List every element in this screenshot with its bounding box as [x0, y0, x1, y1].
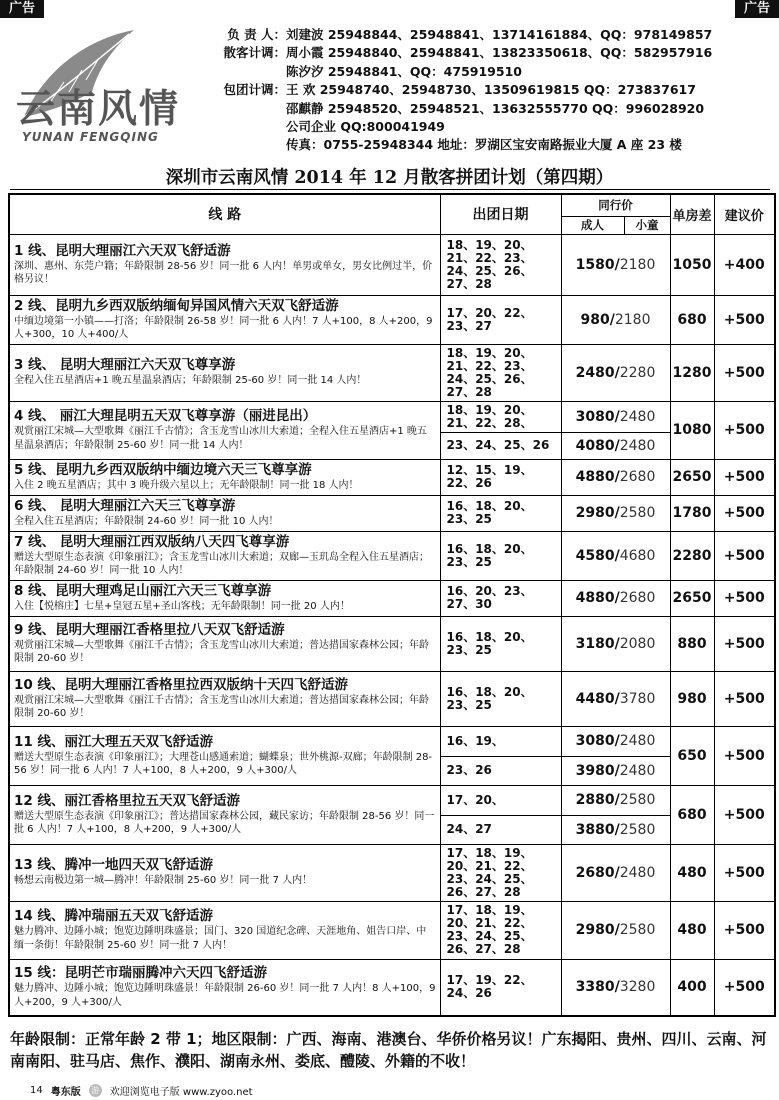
adult-price: 2880	[575, 792, 615, 808]
suggested-price: +500	[714, 295, 775, 344]
route-dates: 18、19、20、21、22、23、24、25、26、27、28	[440, 234, 561, 295]
route-price: 3180/2080	[561, 616, 670, 671]
adult-price: 4080	[575, 437, 615, 454]
company-qq: 公司企业 QQ:800041949	[286, 119, 445, 135]
child-price: 2480	[619, 733, 656, 749]
adult-price: 2980	[575, 922, 615, 938]
child-price: 2280	[619, 364, 656, 381]
contact-label: 负 责 人：	[227, 27, 286, 42]
header-dates: 出团日期	[440, 194, 561, 234]
route-row	[9, 671, 775, 726]
route-name: 12 线、丽江香格里拉五天双飞舒适游	[14, 792, 240, 809]
adult-price: 4580	[575, 547, 615, 564]
contact-group-2	[214, 100, 774, 118]
adult-price: 3080	[575, 733, 615, 749]
route-dates: 17、18、19、20、21、22、23、24、25、26、27、28	[440, 844, 561, 901]
route-cell	[9, 901, 440, 959]
route-row	[9, 726, 775, 756]
header-suggest: 建议价	[714, 194, 775, 234]
single-room-diff: 2650	[670, 580, 714, 616]
adult-price: 3180	[575, 635, 615, 652]
route-name: 14 线、腾冲瑞丽五天双飞舒适游	[14, 908, 213, 924]
adult-price: 2680	[575, 864, 615, 881]
contact-value: 王 欢 25948740、25948730、13509619815 QQ：273837617	[286, 82, 696, 98]
single-room-diff: 1280	[670, 344, 714, 401]
child-price: 3780	[619, 690, 656, 707]
route-price: 4080/2480	[561, 432, 670, 459]
page-number: 14	[30, 1084, 43, 1096]
route-desc: 观赏丽江宋城—大型歌舞《丽江千古情》；含玉龙雪山冰川大索道；全程入住五星酒店+1 晚五星温泉酒店；年龄限制 25-60 岁！同一批 14 人内！	[14, 426, 427, 451]
route-cell	[9, 459, 440, 495]
adult-price: 4880	[575, 469, 615, 485]
route-desc: 全程入住五星酒店+1 晚五星温泉酒店；年龄限制 25-60 岁！同一批 14 人内！	[14, 375, 367, 387]
suggested-price: +500	[714, 901, 775, 959]
single-room-diff: 1050	[670, 234, 714, 295]
route-cell	[9, 959, 440, 1016]
suggested-price: +500	[714, 616, 775, 671]
route-cell	[9, 234, 440, 295]
contact-manager	[214, 26, 774, 44]
route-price: 2680/2480	[561, 844, 670, 901]
header-peer-price: 同行价	[561, 194, 670, 216]
route-desc: 赠送大型原生态表演《印象丽江》；大理苍山感通索道；蝴蝶泉；世外桃源-双廊；年龄限制 28-56 岁！同一批 6 人内！7 人+100，8 人+200，9 人+300/人	[14, 751, 433, 776]
suggested-price: +400	[714, 234, 775, 295]
route-name: 7 线、 昆明大理丽江西双版纳八天四飞尊享游	[14, 533, 290, 550]
route-name: 6 线、 昆明大理丽江六天三飞尊享游	[14, 497, 236, 514]
route-dates: 18、19、20、21、22、28、	[440, 401, 561, 432]
route-cell	[9, 844, 440, 901]
route-desc: 畅想云南极边第一城—腾冲！年龄限制 25-60 岁！同一批 7 人内！	[14, 875, 313, 887]
child-price: 2480	[619, 762, 656, 779]
route-cell	[9, 616, 440, 671]
contact-retail	[214, 44, 774, 62]
child-price: 2580	[619, 922, 656, 938]
route-desc: 全程入住五星酒店；年龄限制 24-60 岁！同一批 10 人内！	[14, 515, 279, 527]
ad-tag-left: 广告	[0, 0, 44, 18]
ad-tag-right: 广告	[735, 0, 779, 18]
route-row	[9, 844, 775, 901]
route-desc: 魅力腾冲、边陲小城；饱览边陲明珠盛景；国门、320 国道纪念碑、天涯地角、姐告口岸、中缅一条街！年龄限制 25-60 岁！同一批 7 人内！	[14, 926, 427, 951]
single-room-diff: 1780	[670, 495, 714, 531]
child-price: 2680	[619, 469, 656, 485]
route-dates: 17、18、19、20、21、22、23、24、25、26、27、28	[440, 901, 561, 959]
child-price: 2680	[619, 590, 656, 606]
route-price: 4880/2680	[561, 580, 670, 616]
route-cell	[9, 495, 440, 531]
route-desc: 深圳、惠州、东莞户籍；年龄限制 28-56 岁！同一批 6 人内！单男或单女，男女比例过半，价格另议！	[14, 260, 433, 285]
badge-icon: 游	[89, 1084, 102, 1097]
route-price: 3080/2480	[561, 726, 670, 756]
suggested-price: +500	[714, 726, 775, 785]
route-row	[9, 785, 775, 815]
route-row	[9, 495, 775, 531]
route-row	[9, 901, 775, 959]
route-desc: 观赏丽江宋城—大型歌舞《丽江千古情》；含玉龙雪山冰川大索道；普达措国家森林公园；年龄限制 20-60 岁！	[14, 694, 429, 719]
route-row	[9, 344, 775, 401]
child-price: 2480	[619, 408, 656, 425]
route-dates: 23、26	[440, 756, 561, 785]
adult-price: 980	[580, 311, 610, 328]
header-adult: 成人	[561, 216, 624, 234]
suggested-price: +500	[714, 959, 775, 1016]
suggested-price: +500	[714, 401, 775, 459]
child-price: 3280	[619, 979, 656, 996]
route-price: 3380/3280	[561, 959, 670, 1016]
single-room-diff: 480	[670, 901, 714, 959]
footer-restrictions: 年龄限制：正常年龄 2 带 1；地区限制：广西、海南、港澳台、华侨价格另议！广东揭阳、贵州、四川、云南、河南南阳、驻马店、焦作、濮阳、湖南永州、娄底、醴陵、外籍的不收！	[10, 1030, 767, 1070]
route-name: 11 线、丽江大理五天双飞舒适游	[14, 733, 213, 750]
page-title: 深圳市云南风情 2014 年 12 月散客拼团计划（第四期）	[165, 168, 614, 188]
contact-block	[214, 26, 774, 155]
route-row	[9, 295, 775, 344]
route-desc: 入住 2 晚五星酒店；其中 3 晚升级六星以上；无年龄限制！同一批 18 人内！	[14, 479, 359, 491]
child-price: 2580	[619, 505, 656, 521]
route-row	[9, 580, 775, 616]
suggested-price: +500	[714, 785, 775, 844]
route-desc: 赠送大型原生态表演《印象丽江》；普达措国家森林公园，藏民家访；年龄限制 28-56 岁！同一批 6 人内！7 人+100，8 人+200，9 人+300/人	[14, 810, 435, 835]
adult-price: 3080	[575, 408, 615, 425]
route-cell	[9, 401, 440, 459]
route-price: 2980/2580	[561, 901, 670, 959]
route-cell	[9, 295, 440, 344]
tour-plan-table	[8, 193, 776, 1017]
route-price: 3880/2580	[561, 815, 670, 844]
child-price: 2080	[619, 635, 656, 652]
logo-text: 云南风情	[16, 86, 181, 132]
child-price: 4680	[619, 547, 656, 564]
header-route: 线 路	[9, 194, 440, 234]
adult-price: 2980	[575, 505, 615, 521]
suggested-price: +500	[714, 580, 775, 616]
route-price: 4580/4680	[561, 531, 670, 580]
contact-value: 周小霞 25948840、25948841、13823350618、QQ：582957916	[286, 45, 713, 61]
single-room-diff: 480	[670, 844, 714, 901]
route-name: 13 线、腾冲一地四天双飞舒适游	[14, 857, 213, 874]
fax-address: 传真：0755-25948344 地址：罗湖区宝安南路振业大厦 A 座 23 楼	[286, 137, 682, 153]
suggested-price: +500	[714, 344, 775, 401]
route-dates: 16、19、	[440, 726, 561, 756]
route-price: 2480/2280	[561, 344, 670, 401]
single-room-diff: 880	[670, 616, 714, 671]
child-price: 2180	[614, 311, 651, 328]
adult-price: 3880	[575, 821, 615, 838]
route-price: 3980/2480	[561, 756, 670, 785]
route-dates: 23、24、25、26	[440, 432, 561, 459]
contact-value: 邵麒静 25948520、25948521、13632555770 QQ：996028920	[286, 100, 705, 116]
route-name: 8 线、昆明大理鸡足山丽江六天三飞尊享游	[14, 582, 272, 599]
single-room-diff: 680	[670, 295, 714, 344]
route-cell	[9, 671, 440, 726]
route-name: 2 线、昆明九乡西双版纳缅甸异国风情六天双飞舒适游	[14, 297, 339, 314]
route-dates: 16、18、20、23、25	[440, 616, 561, 671]
route-row	[9, 959, 775, 1016]
route-dates: 18、19、20、21、22、23、24、25、26、27、28	[440, 344, 561, 401]
single-room-diff: 1080	[670, 401, 714, 459]
child-price: 2580	[619, 821, 656, 838]
route-desc: 入住【悦榕庄】七星+皇冠五星+圣山客栈；无年龄限制！同一批 20 人内！	[14, 600, 350, 612]
route-price: 2980/2580	[561, 495, 670, 531]
route-name: 4 线、 丽江大理昆明五天双飞尊享游（丽进昆出）	[14, 408, 317, 424]
child-price: 2180	[619, 256, 656, 273]
company-logo	[4, 22, 200, 144]
route-cell	[9, 344, 440, 401]
footer-bar	[0, 1082, 779, 1098]
adult-price: 2480	[575, 364, 615, 381]
contact-group	[214, 81, 774, 99]
route-price: 4880/2680	[561, 459, 670, 495]
suggested-price: +500	[714, 671, 775, 726]
adult-price: 3980	[575, 762, 615, 779]
child-price: 2480	[619, 864, 656, 881]
contact-value: 陈汐汐 25948841、QQ：475919510	[286, 63, 522, 79]
adult-price: 4480	[575, 690, 615, 707]
route-desc: 观赏丽江宋城—大型歌舞《丽江千古情》；含玉龙雪山冰川大索道；普达措国家森林公园；年龄限制 20-60 岁！	[14, 639, 429, 664]
edition-label: 粤东版	[50, 1086, 81, 1098]
route-desc: 中缅边境第一小镇——打洛；年龄限制 26-58 岁！同一批 6 人内！7 人+100，8 人+200，9 人+300，10 人+400/人	[14, 315, 433, 340]
route-row	[9, 531, 775, 580]
suggested-price: +500	[714, 844, 775, 901]
adult-price: 4880	[575, 590, 615, 606]
route-desc: 魅力腾冲、边陲小城；饱览边陲明珠盛景！年龄限制 26-60 岁！同一批 7 人内！8 人+100，9 人+200，9 人+300/人	[14, 983, 436, 1008]
single-room-diff: 2650	[670, 459, 714, 495]
route-row	[9, 616, 775, 671]
route-dates: 16、18、20、23、25	[440, 495, 561, 531]
route-row	[9, 459, 775, 495]
route-dates: 12、15、19、22、26	[440, 459, 561, 495]
logo-pinyin: YUNAN FENGQING	[22, 130, 159, 144]
single-room-diff: 650	[670, 726, 714, 785]
route-price: 2880/2580	[561, 785, 670, 815]
suggested-price: +500	[714, 495, 775, 531]
route-dates: 16、18、20、23、25	[440, 671, 561, 726]
single-room-diff: 680	[670, 785, 714, 844]
adult-price: 3380	[575, 979, 615, 996]
route-dates: 16、18、20、23、25	[440, 531, 561, 580]
route-row	[9, 401, 775, 432]
single-room-diff: 980	[670, 671, 714, 726]
route-dates: 16、20、23、27、30	[440, 580, 561, 616]
single-room-diff: 400	[670, 959, 714, 1016]
route-price: 1580/2180	[561, 234, 670, 295]
route-name: 9 线、昆明大理丽江香格里拉八天双飞舒适游	[14, 621, 285, 638]
route-dates: 17、19、22、24、26	[440, 959, 561, 1016]
contact-retail-2	[214, 63, 774, 81]
route-list	[9, 234, 775, 1016]
route-cell	[9, 580, 440, 616]
route-price: 980/2180	[561, 295, 670, 344]
contact-value: 刘建波 25948844、25948841、13714161884、QQ：978149857	[286, 27, 713, 42]
child-price: 2480	[619, 437, 656, 454]
contact-label: 散客计调：	[223, 45, 286, 61]
route-name: 1 线、昆明大理丽江六天双飞舒适游	[14, 242, 231, 259]
header-child: 小童	[624, 216, 670, 234]
suggested-price: +500	[714, 531, 775, 580]
footer-tagline: 欢迎浏览电子版 www.zyoo.net	[109, 1086, 253, 1098]
route-name: 15 线：昆明芒市瑞丽腾冲六天四飞舒适游	[14, 965, 267, 982]
route-name: 3 线、 昆明大理丽江六天双飞尊享游	[14, 357, 236, 374]
route-dates: 17、20、	[440, 785, 561, 815]
title-divider	[10, 189, 770, 190]
route-price: 3080/2480	[561, 401, 670, 432]
route-row	[9, 234, 775, 295]
route-name: 10 线、昆明大理丽江香格里拉西双版纳十天四飞舒适游	[14, 676, 348, 693]
adult-price: 1580	[575, 256, 615, 273]
route-dates: 24、27	[440, 815, 561, 844]
route-dates: 17、20、22、23、27	[440, 295, 561, 344]
route-cell	[9, 785, 440, 844]
route-price: 4480/3780	[561, 671, 670, 726]
suggested-price: +500	[714, 459, 775, 495]
route-name: 5 线、昆明九乡西双版纳中缅边境六天三飞尊享游	[14, 461, 312, 478]
header-single-diff: 单房差	[670, 194, 714, 234]
route-cell	[9, 726, 440, 785]
child-price: 2580	[619, 792, 656, 808]
route-desc: 赠送大型原生态表演《印象丽江》；含玉龙雪山冰川大索道；双廊—玉玑岛全程入住五星酒店；年龄限制 24-60 岁！同一批 10 人内！	[14, 551, 429, 576]
route-cell	[9, 531, 440, 580]
single-room-diff: 2280	[670, 531, 714, 580]
contact-label: 包团计调：	[223, 82, 286, 98]
